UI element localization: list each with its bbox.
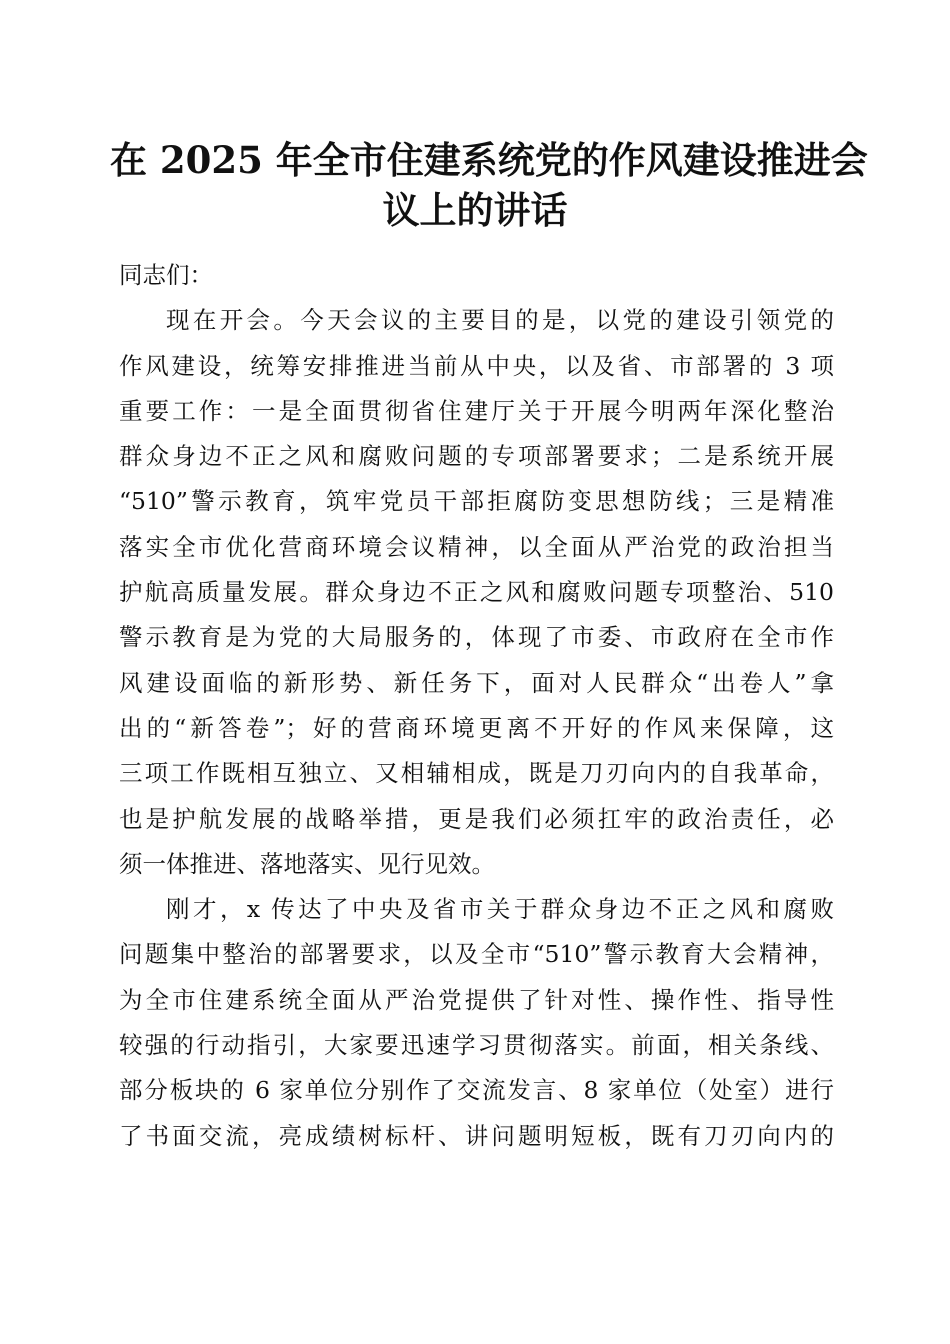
document-title	[110, 135, 868, 235]
paragraph-line: 现在开会。今天会议的主要目的是，以党的建设引领党的	[166, 306, 834, 335]
paragraph-line: 须一体推进、落地落实、见行见效。	[119, 849, 495, 878]
paragraph-line: 作风建设，统筹安排推进当前从中央，以及省、市部署的 3 项	[119, 351, 834, 380]
paragraph-line: 警示教育是为党的大局服务的，体现了市委、市政府在全市作	[119, 623, 834, 652]
paragraph-1	[119, 298, 834, 887]
paragraph-line: 问题集中整治的部署要求，以及全市“510”警示教育大会精神，	[119, 940, 834, 969]
paragraph-line: 三项工作既相互独立、又相辅相成，既是刀刃向内的自我革命，	[119, 759, 834, 788]
paragraph-line: 护航高质量发展。群众身边不正之风和腐败问题专项整治、510	[119, 578, 834, 607]
title-line-2: 议上的讲话	[382, 188, 568, 232]
paragraph-line: 出的“新答卷”；好的营商环境更离不开好的作风来保障，这	[119, 713, 834, 742]
paragraph-line: 部分板块的 6 家单位分别作了交流发言、8 家单位（处室）进行	[119, 1076, 834, 1105]
paragraph-line: 了书面交流，亮成绩树标杆、讲问题明短板，既有刀刃向内的	[119, 1121, 834, 1150]
paragraph-line: “510”警示教育，筑牢党员干部拒腐防变思想防线；三是精准	[119, 487, 834, 516]
paragraph-line: 也是护航发展的战略举措，更是我们必须扛牢的政治责任，必	[119, 804, 834, 833]
paragraph-2	[119, 887, 834, 1159]
document-body	[119, 253, 834, 1159]
paragraph-line: 重要工作：一是全面贯彻省住建厅关于开展今明两年深化整治	[119, 396, 834, 425]
title-line-1: 在 2025 年全市住建系统党的作风建设推进会	[110, 138, 868, 182]
paragraph-line: 为全市住建系统全面从严治党提供了针对性、操作性、指导性	[119, 985, 834, 1014]
paragraph-line: 风建设面临的新形势、新任务下，面对人民群众“出卷人”拿	[119, 668, 834, 697]
paragraph-line: 较强的行动指引，大家要迅速学习贯彻落实。前面，相关条线、	[119, 1031, 834, 1060]
paragraph-line: 落实全市优化营商环境会议精神，以全面从严治党的政治担当	[119, 532, 834, 561]
paragraph-line: 刚才，x 传达了中央及省市关于群众身边不正之风和腐败	[166, 895, 834, 924]
paragraph-line: 群众身边不正之风和腐败问题的专项部署要求；二是系统开展	[119, 442, 834, 471]
salutation: 同志们：	[119, 261, 213, 289]
